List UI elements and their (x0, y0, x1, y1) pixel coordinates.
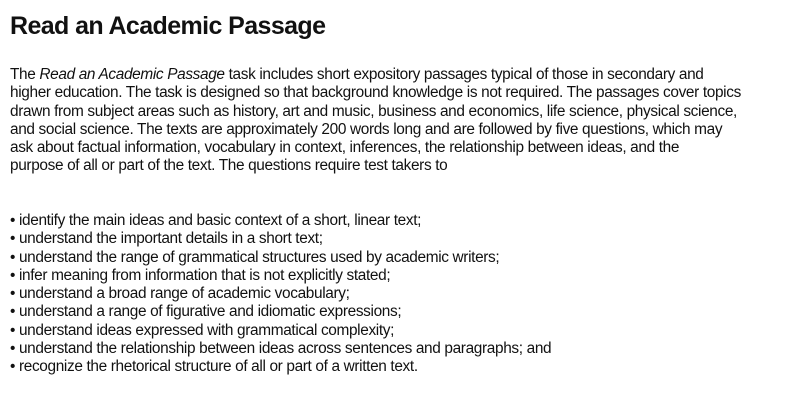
list-item: • understand the range of grammatical structures used by academic writers; (10, 248, 500, 266)
skills-list (10, 212, 780, 377)
list-item: • understand a range of figurative and idiomatic expressions; (10, 303, 402, 321)
intro-line-5: ask about factual information, vocabulary in context, inferences, the relationship between ideas, and the (10, 139, 680, 157)
intro-line-3: drawn from subject areas such as history, art and music, business and economics, life science, physical science, (10, 102, 737, 120)
intro-line-6: purpose of all or part of the text. The questions require test takers to (10, 157, 448, 175)
list-item: • recognize the rhetorical structure of all or part of a written text. (10, 358, 418, 376)
intro-paragraph (10, 66, 780, 176)
list-item: • identify the main ideas and basic context of a short, linear text; (10, 212, 422, 229)
list-item: • understand the important details in a short text; (10, 230, 323, 248)
document-page (10, 10, 780, 376)
intro-prefix: The (10, 66, 40, 83)
intro-line-4: and social science. The texts are approximately 200 words long and are followed by five questions, which may (10, 120, 723, 138)
task-name: Read an Academic Passage (39, 66, 225, 83)
list-item: • understand ideas expressed with grammatical complexity; (10, 321, 395, 339)
list-item: • understand the relationship between ideas across sentences and paragraphs; and (10, 340, 552, 358)
list-item: • understand a broad range of academic vocabulary; (10, 285, 350, 303)
list-item: • infer meaning from information that is not explicitly stated; (10, 266, 391, 284)
intro-line-2: higher education. The task is designed so that background knowledge is not required. The passages cover topics (10, 84, 741, 102)
page-title: Read an Academic Passage (10, 12, 326, 40)
intro-line-1-rest: task includes short expository passages typical of those in secondary and (224, 66, 704, 83)
